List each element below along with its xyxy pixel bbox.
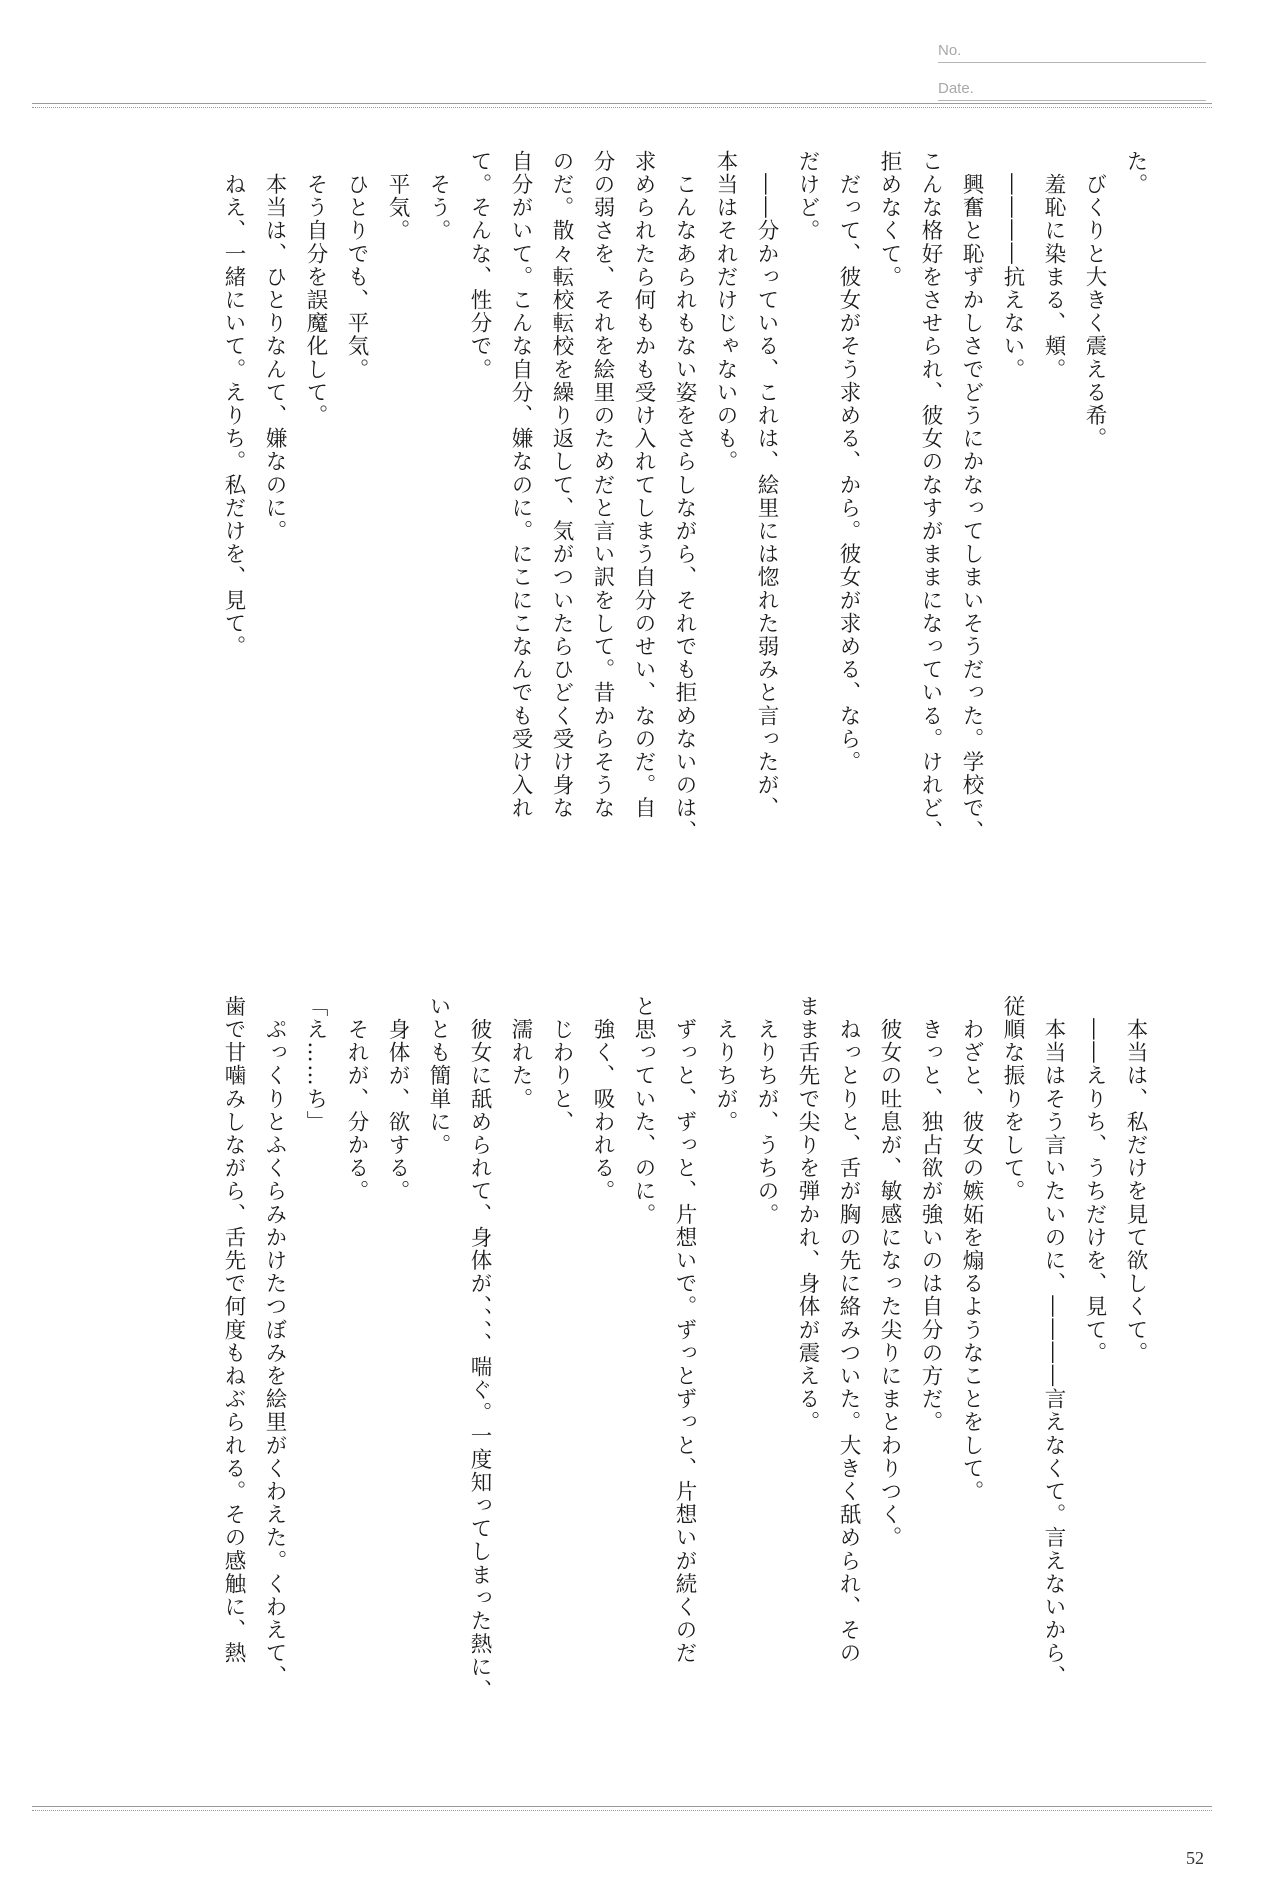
text-line: と思っていた、のに。 bbox=[631, 995, 656, 1226]
text-line: 彼女の吐息が、敏感になった尖りにまとわりつく。 bbox=[877, 995, 902, 1550]
text-line: 彼女に舐められて、身体が、、、、喘ぐ。一度知ってしまった熱に、 bbox=[467, 995, 492, 1702]
header-no-label: No. bbox=[938, 40, 1206, 63]
text-line: いとも簡単に。 bbox=[426, 995, 451, 1157]
text-line: えりちが。 bbox=[713, 995, 738, 1134]
text-line: ねえ、一緒にいて。えりち。私だけを、見て。 bbox=[221, 150, 246, 659]
text-line: だって、彼女がそう求める、から。彼女が求める、なら。 bbox=[836, 150, 861, 774]
text-line: 濡れた。 bbox=[508, 995, 533, 1111]
text-line: た。 bbox=[1123, 150, 1148, 197]
text-line: 自分がいて。こんな自分、嫌なのに。にこにこなんでも受け入れ bbox=[508, 150, 533, 820]
text-line: 平気。 bbox=[385, 150, 410, 243]
text-line: のだ。散々転校転校を繰り返して、気がついたらひどく受け身な bbox=[549, 150, 574, 820]
text-line: 歯で甘噛みしながら、舌先で何度もねぶられる。その感触に、熱 bbox=[221, 995, 246, 1665]
text-line: 分の弱さを、それを絵里のためだと言い訳をして。昔からそうな bbox=[590, 150, 615, 820]
text-line: 身体が、欲する。 bbox=[385, 995, 410, 1203]
text-block-top bbox=[96, 150, 1156, 950]
text-line: 本当は、ひとりなんて、嫌なのに。 bbox=[262, 150, 287, 543]
text-line: びくりと大きく震える希。 bbox=[1082, 150, 1107, 451]
text-block-bottom bbox=[96, 995, 1156, 1785]
top-rule-divider bbox=[32, 103, 1212, 108]
text-line: こんなあられもない姿をさらしながら、それでも拒めないのは、 bbox=[672, 150, 697, 843]
text-line: 本当はそれだけじゃないのも。 bbox=[713, 150, 738, 474]
text-line: 羞恥に染まる、頬。 bbox=[1041, 150, 1066, 381]
bottom-rule-divider bbox=[32, 1806, 1212, 1811]
text-line: ――えりち、うちだけを、見て。 bbox=[1082, 995, 1107, 1365]
text-line: ずっと、ずっと、片想いで。ずっとずっと、片想いが続くのだ bbox=[672, 995, 697, 1665]
text-line: 強く、吸われる。 bbox=[590, 995, 615, 1203]
text-line: ねっとりと、舌が胸の先に絡みついた。大きく舐められ、その bbox=[836, 995, 861, 1665]
text-line: じわりと、 bbox=[549, 995, 574, 1134]
text-line: ぷっくりとふくらみかけたつぼみを絵里がくわえた。くわえて、 bbox=[262, 995, 287, 1688]
page-number: 52 bbox=[1186, 1848, 1204, 1868]
text-line: て。そんな、性分で。 bbox=[467, 150, 492, 381]
text-line: それが、分かる。 bbox=[344, 995, 369, 1203]
text-line: 本当はそう言いたいのに、――――言えなくて。言えないから、 bbox=[1041, 995, 1066, 1688]
text-line: そう。 bbox=[426, 150, 451, 243]
text-line: えりちが、うちの。 bbox=[754, 995, 779, 1226]
text-line: こんな格好をさせられ、彼女のなすがままになっている。けれど、 bbox=[918, 150, 943, 843]
text-line: まま舌先で尖りを弾かれ、身体が震える。 bbox=[795, 995, 820, 1434]
text-line: ――――抗えない。 bbox=[1000, 150, 1025, 381]
text-line: 求められたら何もかも受け入れてしまう自分のせい、なのだ。自 bbox=[631, 150, 656, 820]
text-line: 拒めなくて。 bbox=[877, 150, 902, 289]
text-line: わざと、彼女の嫉妬を煽るようなことをして。 bbox=[959, 995, 984, 1504]
text-line: 従順な振りをして。 bbox=[1000, 995, 1025, 1203]
text-line: ――分かっている、これは、絵里には惚れた弱みと言ったが、 bbox=[754, 150, 779, 820]
text-line: 本当は、私だけを見て欲しくて。 bbox=[1123, 995, 1148, 1365]
text-line: きっと、独占欲が強いのは自分の方だ。 bbox=[918, 995, 943, 1434]
text-line: 興奮と恥ずかしさでどうにかなってしまいそうだった。学校で、 bbox=[959, 150, 984, 843]
text-line: そう自分を誤魔化して。 bbox=[303, 150, 328, 428]
text-line: だけど。 bbox=[795, 150, 820, 243]
text-line: 「え……ち」 bbox=[303, 995, 328, 1134]
text-line: ひとりでも、平気。 bbox=[344, 150, 369, 381]
header-date-label: Date. bbox=[938, 78, 1206, 101]
